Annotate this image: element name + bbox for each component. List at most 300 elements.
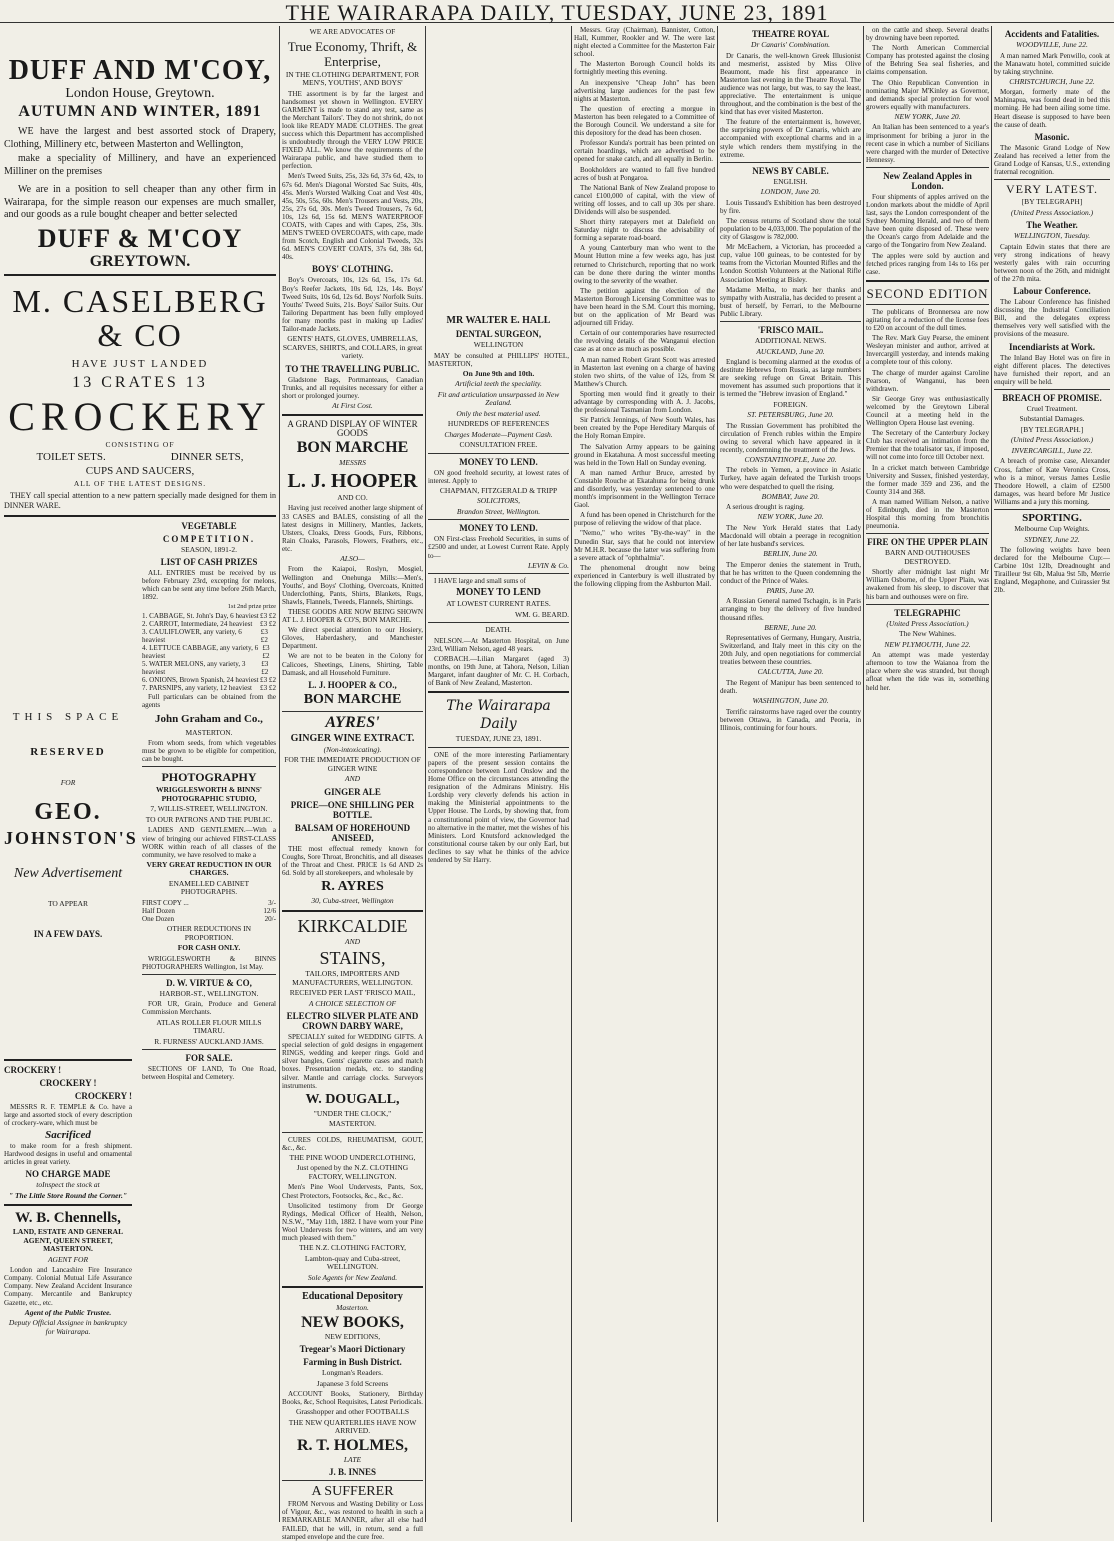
cable-p1: Louis Tussaud's Exhibition has been destroyed by fire. [720, 198, 861, 215]
second-p7: A man named William Nelson, a native of Edinburgh, died in the Masterton Hospital this morning from bronchitis pneumonia. [866, 497, 989, 531]
john-graham-town: MASTERTON. [185, 727, 233, 737]
longman: Longman's Readers. [322, 1368, 383, 1378]
money-to-lend-1: MONEY TO LEND. [459, 456, 538, 467]
column-rule [571, 26, 572, 1522]
apples-para-2: The apples were sold by auction and fetched prices ranging from 14s to 16s per case. [866, 251, 989, 276]
prize-name: 7. PARSNIPS, any variety, 12 heaviest [142, 684, 253, 693]
veg-note: Full particulars can be obtained from the agents [142, 692, 276, 709]
frisco-mail: 'FRISCO MAIL. [757, 325, 824, 336]
deputy-assignee: Deputy Official Assignee in bankruptcy for Wairarapa. [8, 1318, 128, 1336]
sydney: SYDNEY, June 22. [1024, 534, 1080, 544]
bombay: BOMBAY, June 20. [761, 491, 820, 501]
john-graham: John Graham and Co., [155, 712, 263, 725]
c4-p15: The Salvation Army appears to be gaining ground in Ekatahuna. A most successful meeting was held in the Town Hall on Sunday evening. [574, 442, 715, 467]
column-4 [574, 26, 715, 1522]
auckland-date: AUCKLAND, June 20. [756, 346, 825, 356]
dental-surgeon: DENTAL SURGEON, [455, 329, 542, 339]
death-nelson: NELSON.—At Masterton Hospital, on June 23rd, William Nelson, aged 48 years. [428, 636, 569, 653]
wriggles-sign: WRIGGLESWORTH & BINNS PHOTOGRAPHERS Wellington, 1st May. [142, 954, 276, 971]
c4-p9: A young Canterbury man who went to the Mount Hutton mine a few weeks ago, has just returned to Christchurch, reporting that no work can be done there during the winter months owing to the severity of the weather. [574, 244, 715, 285]
advocates: WE ARE ADVOCATES OF [309, 27, 396, 36]
prize-row [142, 684, 276, 692]
pine-sub: Just opened by the N.Z. CLOTHING FACTORY, WELLINGTON. [296, 1163, 409, 1181]
brandon-street: Brandon Street, Wellington. [456, 506, 541, 516]
incendiarists: Incendiarists at Work. [1008, 341, 1096, 352]
column-2 [282, 26, 423, 1541]
nzcf: THE N.Z. CLOTHING FACTORY, [298, 1243, 407, 1253]
atlas-mills: ATLAS ROLLER FLOUR MILLS TIMARU. [156, 1017, 262, 1035]
agent-for: AGENT FOR [47, 1254, 89, 1264]
duff-address: London House, Greytown. [65, 86, 215, 101]
hooper-and-co: AND CO. [337, 492, 368, 502]
second-p3: The charge of murder against Caroline Pearson, of Wanganui, has been withdrawn. [866, 368, 989, 393]
wash-para: Terrific rainstorms have raged over the country between Ottawa, in Canada, and Peoria, in Illinois, continuing for four hours. [720, 707, 861, 732]
virtue-sub: HARBOR-ST., WELLINGTON. [159, 988, 259, 998]
c4-p1: Messrs. Gray (Chairman), Bannister, Cotton, Hall, Kummer, Rookler and W. The were last night elected a Committee for the Masterton Fair school. [574, 26, 715, 59]
tregear: Tregear's Maori Dictionary [299, 1344, 406, 1355]
column-rule [279, 26, 280, 1522]
references: HUNDREDS OF REFERENCES [447, 419, 550, 429]
wm-beard: WM. G. BEARD. [515, 609, 569, 619]
kirk-sub: TAILORS, IMPORTERS AND MANUFACTURERS, WELLINGTON. [292, 969, 413, 987]
chapman: CHAPMAN, FITZGERALD & TRIPP [439, 485, 558, 495]
melbourne-cup: Melbourne Cup Weights. [1014, 524, 1090, 533]
second-p6: In a cricket match between Cambridge University and Sussex, finished yesterday, the former made 359 and 236, and the County 314 and 368. [866, 463, 989, 496]
barn-destroyed: BARN AND OUTHOUSES DESTROYED. [884, 548, 970, 566]
balsam: BALSAM OF HOREHOUND ANISEED, [294, 822, 411, 843]
dental-wellington: WELLINGTON [473, 340, 524, 349]
geo-label: GEO. [34, 799, 102, 826]
bombay-para: A serious drought is raging. [726, 503, 805, 512]
mantles-para: We are not to be beaten in the Colony for Calicoes, Sheetings, Linens, Shirting, Table Damask, and all Household Furniture. [282, 652, 423, 677]
caselberg-crates: 13 CRATES 13 [72, 373, 208, 391]
few-days: IN A FEW DAYS. [33, 928, 103, 939]
half-dozen: Half Dozen [142, 906, 175, 915]
consultation-free: CONSULTATION FREE. [459, 440, 538, 450]
c4-p18: "Nemo," who writes "By-the-way" in the Dunedin Star, says that he could not interview Mr M.H.R. because the latter was suffering from a severe attack of "ophthalmia". [574, 529, 715, 562]
virtue-para: FOR UR, Grain, Produce and General Commission Merchants. [142, 1000, 276, 1017]
c6-ny: NEW YORK, June 20. [894, 111, 961, 121]
second-p5: The Secretary of the Canterbury Jockey Club has received an intimation from the Premier that the totalisator tax, if imposed, will not come into force till October next. [866, 429, 989, 462]
consulted: MAY be consulted at PHILLIPS' HOTEL, MASTERTON, [428, 351, 569, 368]
mens-lines: Men's Tweed Suits, 25s, 32s 6d, 37s 6d, 42s, to 67s 6d. Men's Diagonal Worsted Sac Suits, 40s, 45s. Men's Worsted Walking Coat and Vest 40s, 45s, 50s, 55s, 60s. Men's Trousers and Vests, 20s, 25s, 27s 6d, 30s. Men's Tweed Trousers, 7s 6d, 10s, 12s 6d, 15s 6d. MEN'S WATERPROOF COATS, with Capes and with Capes, 25s, 30s. MEN'S TWEED OVERCOATS, with cape, made from Scotch, English and Colonial Tweeds, 32s 6d. MEN'S COVERT COATS, 37s 6d, 38s 6d, 40s. [282, 172, 423, 262]
caselberg-para: THEY call special attention to a new pattern specially made designed for them in DINNER WARE. [4, 490, 276, 510]
column-1 [4, 26, 276, 1522]
sporting: SPORTING. [1022, 512, 1082, 524]
cash-only: FOR CASH ONLY. [177, 943, 241, 953]
by-telegraph-2: [BY TELEGRAPH.] [1020, 424, 1084, 434]
sufferer: A SUFFERER [311, 1484, 394, 1500]
second-p2: The Rev. Mark Guy Pearse, the eminent Wesleyan minister and author, arrived at Invercargill yesterday, and intends making a complete tour of this colony. [866, 334, 989, 367]
ladies-para: LADIES AND GENTLEMEN.—With a view of bringing our achieved FIRST-CLASS WORK within reach of all classes of the community, we have resolved to make a [142, 826, 276, 859]
price-dozen: 20/- [264, 915, 276, 924]
money-para-3: I HAVE large and small sums of [434, 577, 526, 586]
weather-wellington: WELLINGTON, Tuesday. [1013, 231, 1091, 241]
prize-values: £3 £2 [260, 676, 276, 685]
breach-para: A breach of promise case, Alexander Cross, father of Kate Veronica Cross, who is a minor, versus James Leslie Theodore Howell, a claim of £2500 damages, was heard before Mr Justice Williams and a jury this morning. [994, 457, 1110, 506]
fire-upper-plain: FIRE ON THE UPPER PLAIN [867, 537, 988, 548]
second-p4: Sir George Grey was enthusiastically welcomed by the Greytown Liberal Council at a meeting held in the Wellington Opera House last evening. [866, 394, 989, 428]
const-para: The rebels in Yemen, a province in Asiatic Turkey, have again defeated the Turkish troops who were despatched to quell the rising. [720, 466, 861, 491]
duff-para-2: make a speciality of Millinery, and have an experienced Milliner on the premises [4, 153, 276, 177]
fit-articulation: Fit and articulation unsurpassed in New Zealand. [437, 389, 560, 408]
prize-list [142, 612, 276, 693]
holmes: R. T. HOLMES, [297, 1436, 408, 1454]
berne-para: Representatives of Germany, Hungary, Austria, Switzerland, and Italy meet in this city on the 20th July, and open negotiations for commercial treaties between these countries. [720, 634, 861, 667]
duff-para-3: We are in a position to sell cheaper than any other firm in Wairarapa, for the simple reason our expenses are much smaller, and our goods as a rule bought cheaper and better selected [4, 184, 276, 220]
new-books: NEW BOOKS, [301, 1313, 404, 1331]
best-material: Only the best material used. [456, 408, 541, 418]
prize-row [142, 620, 276, 628]
veg-title: VEGETABLE [181, 520, 237, 531]
masthead: THE WAIRARAPA DAILY, TUESDAY, JUNE 23, 1891 [0, 0, 1114, 23]
c4-p14: Sir Patrick Jennings, of New South Wales, has been created by the Pope Hereditary Marquis of the Holy Roman Empire. [574, 416, 715, 441]
electro-para: SPECIALLY suited for WEDDING GIFTS. A special selection of gold designs in engagement RINGS, wedding and keeper rings. Gold and silver bangles, Gents' cigarette cases and match boxes. Presentation medals, etc. to standing silver. Mantle and carriage clocks. Surveyors instruments. [282, 1033, 423, 1090]
one-dozen: One Dozen [142, 915, 175, 924]
grand-display: A GRAND DISPLAY OF WINTER GOODS [287, 419, 418, 438]
c6-p3: The Ohio Republican Convention in nominating Major M'Kinley as Governor, and demands special protection for wool growers equally with manufacturers. [866, 78, 989, 111]
cash-prizes: LIST OF CASH PRIZES [160, 557, 258, 568]
and-label: AND [345, 774, 360, 784]
sections-para: SECTIONS OF LAND, To One Road, between Hospital and Cemetery. [142, 1065, 276, 1082]
news-by-cable: NEWS BY CABLE. [752, 165, 829, 176]
paris-para: A Russian General named Tschagin, is in Paris arranging to buy the delivery of five hundred thousand rifles. [720, 597, 861, 622]
clothing-dept: IN THE CLOTHING DEPARTMENT, FOR MEN'S, YOUTHS', AND BOYS' [285, 69, 420, 87]
veg-note-2: From whom seeds, from which vegetables must be grown to be eligible for competition, can be bought. [142, 739, 276, 764]
c4-p2: The Masterton Borough Council holds its fortnightly meeting this evening. [574, 60, 715, 77]
money-to-lend-2: MONEY TO LEND. [459, 523, 538, 534]
non-intoxicating: (Non-intoxicating). [323, 744, 382, 754]
reserved: RESERVED [30, 745, 106, 758]
bon-marche: BON MARCHE [296, 439, 409, 457]
cures-colds: CURES COLDS, RHEUMATISM, GOUT, &c., &c. [282, 1135, 423, 1152]
clothing-para: THE assortment is by far the largest and handsomest yet shown in Wellington. EVERY GARMENT is made to stand any test, same as the Merchant Tailors'. They do not shrink, do not look like READY MADE CLOTHES. The great success which this Department has accomplished is undoubtedly through the VERY LOW PRICE FIXED ALL. We know the requirements of the Wairarapa public, and have studied them to perfection. [282, 89, 423, 171]
column-3 [428, 26, 569, 1522]
toilet-sets: TOILET SETS. [36, 451, 106, 463]
veg-season: SEASON, 1891-2. [180, 544, 238, 554]
editorial: ONE of the more interesting Parliamentary papers of the present session contains the correspondence between Lord Onslow and the Home Office on the circumstances attending the resignation of the Admirans Ministry. His Lordship very cleverly defends his action in making the Ministerial appointments to the Upper House. The Lords, by showing that, from a constitutional point of view, the Governor had no alternative in the matter, met the wishes of his Ministers. Lord Knutsford acknowledged the constitutional course taken by our only Earl, but declines to say what he thinks of the advice tendered by Sir Harry. [428, 750, 569, 865]
price-one-shilling: PRICE—ONE SHILLING PER BOTTLE. [290, 799, 415, 820]
johnston-label: JOHNSTON'S [4, 828, 138, 849]
also: ALSO— [340, 553, 365, 563]
educ-masterton: Masterton. [336, 1303, 369, 1313]
column-6 [866, 26, 989, 1522]
masonic: Masonic. [1034, 131, 1070, 142]
r-ayres: R. AYRES [321, 879, 384, 895]
little-store: " The Little Store Round the Corner." [8, 1190, 128, 1200]
other-reductions: OTHER REDUCTIONS IN PROPORTION. [166, 924, 252, 942]
column-rule [991, 26, 992, 1522]
prize-row [142, 676, 276, 684]
three-para: THESE GOODS ARE NOW BEING SHOWN AT L. J. HOOPER & CO'S, BON MARCHE. [282, 607, 423, 625]
messrs: MESSRS [339, 458, 366, 468]
chch-para: Morgan, formerly mate of the Mahinapua, was found dead in bed this morning. He had been ailing some time. Heart disease is supposed to have been the cause of death. [994, 88, 1110, 129]
money-to-lend-3: MONEY TO LEND [456, 587, 541, 599]
fire-para: Shortly after midnight last night Mr William Osborne, of the Upper Plain, was awakened from his sleep, to discover that his barn and outhouses were on fire. [866, 568, 989, 601]
weather-para: Captain Edwin states that there are very strong indications of heavy westerly gales with rain occurring between noon of the 26th, and midnight of the 27th mita. [994, 242, 1110, 283]
balsam-para: THE most effectual remedy known for Coughs, Sore Throat, Bronchitis, and all diseases of the Throat and Chest. PRICE 1s 6d AND 2s 6d. Sold by all storekeepers, and wholesale by [282, 844, 423, 877]
prize-row [142, 612, 276, 620]
new-editions: NEW EDITIONS, [324, 1331, 381, 1341]
new-york: NEW YORK, June 20. [757, 512, 824, 522]
new-advertisement: New Advertisement [13, 866, 123, 882]
photography: PHOTOGRAPHY [161, 770, 257, 785]
c6-p1: on the cattle and sheep. Several deaths by drowning have been reported. [866, 26, 989, 43]
c4-p10: The petition against the election of the Masterton Borough Licensing Committee was to have been heard in the S.M. Court this morning, but on the application of Mr Beard was adjourned till Friday. [574, 286, 715, 328]
foreign: FOREIGN. [773, 399, 808, 409]
weather: The Weather. [1026, 220, 1078, 231]
labour-para: The Labour Conference has finished discussing the Industrial Conciliation Bill, and the delegates express themselves very well satisfied with the provisions of the measure. [994, 298, 1110, 339]
sacrificed: Sacrificed [45, 1128, 91, 1141]
c4-p13: Sporting men would find it greatly to their advantage by corresponding with A. J. Jacobs, the professional Tasmanian from London. [574, 389, 715, 415]
new-wahines: The New Wahines. [899, 629, 956, 639]
ny-para: The New York Herald states that Lady Macdonald will obtain a peerage in recognition of her late husband's services. [720, 523, 861, 548]
crockery-2c: CROCKERY ! [74, 1090, 132, 1101]
apples-para: Four shipments of apples arrived on the London markets about the middle of April last, says the London correspondent of the Sydney Morning Herald, and two of them have been quite disposed of. These were the Ocean's cargo from Adelaide and the cargo of the Tongariro from New Zealand. [866, 192, 989, 250]
latest-designs: ALL OF THE LATEST DESIGNS. [73, 479, 207, 489]
column-7 [994, 26, 1110, 1522]
accidents: Accidents and Fatalities. [1004, 29, 1100, 39]
sufferer-para: FROM Nervous and Wasting Debility or Loss of Vigour, &c., was restored to health in such a REMARKABLE MANNER, after all else had FAILED, that he will, in return, send a full stamped envelope and the cure free. [282, 1500, 423, 1541]
column-rule [425, 26, 426, 1522]
masonic-para: The Masonic Grand Lodge of New Zealand has received a letter from the Grand Lodge of Kansas, U.S., extending fraternal recognition. [994, 143, 1110, 177]
chennells-agencies: London and Lancashire Fire Insurance Company. Colonial Mutual Life Assurance Company. New Zealand Accident Insurance Company. Mercantile and Bankruptcy Gazette, etc., etc. [4, 1266, 132, 1307]
woodville: WOODVILLE, June 22. [1016, 40, 1088, 49]
cup-para: The following weights have been declared for the Melbourne Cup:—Carbine 10st 12lb, Dreadnought and Tirailleur 9st 6lb, Malua 9st 5lb, Merrie England, Megaphone, and Cuirassier 9st 2lb. [994, 546, 1110, 595]
crockery-heading: CROCKERY [8, 393, 272, 439]
plymouth: NEW PLYMOUTH, June 22. [884, 639, 971, 649]
stains: STAINS, [319, 948, 386, 969]
berne: BERNE, June 20. [764, 622, 817, 632]
chennells-sub: LAND, ESTATE AND GENERAL AGENT, QUEEN STREET, MASTERTON. [12, 1227, 124, 1254]
money-para-2: ON First-class Freehold Securities, in sums of £2500 and under, at Lowest Current Rate. Apply to— [428, 535, 569, 560]
bon-marche-2: BON MARCHE [303, 691, 402, 707]
additional-news: ADDITIONAL NEWS. [754, 336, 827, 346]
duff-signature: DUFF & M'COY [37, 223, 243, 253]
at-first-cost: At First Cost. [332, 400, 373, 410]
canaris-combination: Dr Canaris' Combination. [751, 40, 830, 49]
cups-saucers: CUPS AND SAUCERS, [85, 465, 195, 478]
c4-p7: The National Bank of New Zealand propose to cancel £100,000 of capital, with the view of writing off losses, and to call up 30s per share. Dividends will also be suspended. [574, 183, 715, 216]
telegraphic: TELEGRAPHIC [894, 607, 961, 618]
c4-p17: A fund has been opened in Christchurch for the purpose of relieving the widow of that place. [574, 511, 715, 528]
column-5 [720, 26, 861, 1522]
under-clock: "UNDER THE CLOCK," [313, 1108, 392, 1118]
breach-promise: BREACH OF PROMISE. [1002, 392, 1102, 403]
duff-para-1: WE have the largest and best assorted stock of Drapery, Clothing, Millinery etc, between Masterton and Wellington, [4, 126, 276, 150]
charges-moderate: Charges Moderate—Payment Cash. [444, 429, 553, 439]
ginger-wine: GINGER WINE EXTRACT. [290, 732, 415, 744]
no-charge: NO CHARGE MADE [25, 1169, 111, 1180]
theatre-para: Dr Canaris, the well-known Greek Illusionist and mesmerist, assisted by Miss Olive Beaumont, made his first appearance in Masterton last evening in the Theatre Royal. The audience was not large, but was, to say the least, appreciative. The entertainment is unique throughout, and the combination is the best of the kind that has ever visited Masterton. [720, 51, 861, 117]
lowest-rates: AT LOWEST CURRENT RATES. [446, 599, 551, 609]
display-para: Having just received another large shipment of 33 CASES and BALES, consisting of all the latest designs in Millinery, Mantles, Jackets, Ulsters, Cloaks, Dress Goods, Furs, Ribbons, Rain Cloaks, Parasols, Flowers, Feathers, etc., etc. [282, 504, 423, 553]
willis-street: 7, WILLIS-STREET, WELLINGTON. [150, 804, 268, 814]
london-date: LONDON, June 20. [760, 187, 821, 197]
kirkcaldie: KIRKCALDIE [297, 915, 408, 936]
dinner-sets: DINNER SETS, [170, 451, 244, 463]
c4-p6: Bookholders are wanted to fall five hundred acres of bush at Pongaroa. [574, 165, 715, 182]
cable-p3: Mr McEachern, a Victorian, has proceeded a cup, value 100 guineas, to be contested for by teams from the Victorian Mounted Rifles and the London Scottish Volunteers at the National Rifle Association Meeting at Bisley. [720, 243, 861, 284]
travelling-title: TO THE TRAVELLING PUBLIC. [285, 363, 420, 374]
levin: LEVIN & Co. [527, 560, 569, 570]
constantinople: CONSTANTINOPLE, June 20. [744, 454, 837, 464]
calcutta: CALCUTTA, June 20. [757, 667, 824, 677]
c4-p5: Professor Kunda's portrait has been printed on certain hoardings, which are advertised to be opened for snake catch, and all equally in Berlin. [574, 139, 715, 164]
column-rule [863, 26, 864, 1522]
artificial-teeth: Artificial teeth the speciality. [455, 379, 542, 389]
paper-date: TUESDAY, JUNE 23, 1891. [455, 734, 542, 744]
dougall-address: MASTERTON. [328, 1119, 377, 1129]
cruel-treatment: Cruel Treatment. [1026, 403, 1078, 413]
caselberg-subtitle: HAVE JUST LANDED [71, 357, 209, 370]
prize-values: £3 £2 [260, 611, 276, 620]
consisting-of: CONSISTING OF [105, 439, 175, 449]
public-trustee: Agent of the Public Trustee. [24, 1307, 112, 1317]
walter-hall: MR WALTER E. HALL [446, 315, 551, 326]
ua-2: (United Press Association.) [1010, 435, 1094, 445]
nzcf-sub: Lambton-quay and Cuba-street, WELLINGTON. [304, 1253, 401, 1272]
for-label: FOR [60, 777, 76, 787]
hooper-2: L. J. HOOPER & CO., [308, 679, 397, 690]
christchurch: CHRISTCHURCH, June 22. [1009, 76, 1095, 86]
enamelled: ENAMELLED CABINET PHOTOGRAPHS. [168, 878, 250, 897]
for-sale: FOR SALE. [185, 1053, 233, 1063]
prize-values: £3 £2 [260, 684, 276, 693]
this-space: THIS SPACE [12, 710, 124, 723]
prize-header: 1st 2nd prize prize [227, 603, 276, 611]
price-first: 3/- [268, 898, 276, 907]
crockery-2b: CROCKERY ! [39, 1077, 97, 1088]
c4-p16: A man named Arthur Bruce, arrested by Constable Rouche at Ekatahuna for being drunk and disorderly, was yesterday sentenced to one month's imprisonment in the Wellington Terrace Gaol. [574, 468, 715, 510]
cable-p2: The census returns of Scotland show the total population to be 4,033,000. The population of the city of Glasgow is 782,000. [720, 216, 861, 242]
ayres-address: 30, Cuba-street, Wellington [311, 896, 394, 906]
c4-p19: The phenomenal drought now being experienced in Canterbury is well illustrated by the following clipping from the Ashburton Mail. [574, 563, 715, 588]
virtue-title: D. W. VIRTUE & CO, [166, 977, 252, 988]
english: ENGLISH. [773, 176, 808, 186]
nz-apples: New Zealand Apples in London. [883, 170, 972, 191]
innes: J. B. INNES [328, 1467, 376, 1478]
ua-3: (United Press Association.) [886, 618, 969, 628]
c6-p2: The North American Commercial Company has protested against the closing of the Behring Sea seal fisheries, and claims compensation. [866, 44, 989, 77]
also-para: From the Kaiapoi, Roslyn, Mosgiel, Wellington and Onehunga Mills:—Men's, Youths', and Boys' Clothing, Overcoats, Knitted Underclothing, Pants, Shirts, Blankets, Rugs, Shawls, Flannels, Tweeds, Flannels, Shirtings. [282, 565, 423, 606]
c6-ny-para: An Italian has been sentenced to a year's imprisonment for bribing a juror in the recent case in which a number of Sicilians were charged with the murder of Detective Hennessy. [866, 123, 989, 164]
ginger-ale: GINGER ALE [324, 786, 381, 797]
prize-values: £3 £2 [261, 660, 269, 677]
farming: Farming in Bush District. [303, 1357, 402, 1368]
death-corbach: CORBACH.—Lilian Margaret (aged 3) months, on 19th June, at Tahora, Nelson, Lilian Margaret, infant daughter of Mr. C. H. Corbach, of Bank of New Zealand, Masterton. [428, 654, 569, 688]
hooper-name: L. J. HOOPER [287, 469, 418, 492]
price-half: 12/6 [263, 906, 276, 915]
death-heading: DEATH. [485, 625, 512, 635]
very-latest: VERY LATEST. [1006, 182, 1098, 197]
chennells-title: W. B. Chennells, [15, 1210, 121, 1227]
temple-para: MESSRS R. F. TEMPLE & Co. have a large and assorted stock of every description of crockery-ware, which must be [4, 1102, 132, 1127]
frisco-para: England is becoming alarmed at the exodus of destitute Hebrews from Russia, as large numbers are seeking refuge on Great Britain. This movement has assumed such proportions that it is termed the "Hebrew invasion of England." [720, 358, 861, 399]
accidents-para: A man named Mark Penwillo, cook at the Manawatu hotel, committed suicide by taking strychnine. [994, 51, 1110, 76]
prize-row [142, 660, 276, 676]
paper-title: The Wairarapa Daily [446, 698, 551, 733]
reduction: VERY GREAT REDUCTION IN OUR CHARGES. [146, 859, 272, 878]
prize-name: 1. CABBAGE, St. John's Day, 6 heaviest [142, 611, 259, 620]
frisco-received: RECEIVED PER LAST 'FRISCO MAIL, [289, 988, 416, 998]
money-para-1: ON good freehold security, at lowest rates of interest. Apply to [428, 468, 569, 485]
foreign-para: The Russian Government has prohibited the circulation of French rubles within the Empire owing to several which have appeared in it recently, condemning the treatment of the Jews. [720, 421, 861, 454]
true-economy: True Economy, Thrift, & Enterprise, [287, 38, 418, 69]
late: LATE [343, 1454, 362, 1464]
theatre-royal: THEATRE ROYAL [751, 29, 830, 39]
prize-name: 3. CAULIFLOWER, any variety, 6 heaviest [142, 627, 242, 644]
duff-title: DUFF AND M'COY, [8, 55, 272, 86]
educ-depository: Educational Depository [302, 1291, 403, 1303]
prize-row [142, 644, 276, 660]
crockery-2a: CROCKERY ! [4, 1064, 62, 1075]
patrons: TO OUR PATRONS AND THE PUBLIC. [145, 814, 273, 824]
paris: PARIS, June 20. [766, 585, 815, 595]
travelling-para: Gladstone Bags, Portmanteaus, Canadian Trunks, and all requisites necessary for either a short or prolonged journey. [282, 375, 423, 400]
second-p1: The publicans of Bronnersea are now agitating for a reduction of the license fees to £20 on account of the dull times. [866, 307, 989, 333]
duff-town: GREYTOWN. [89, 252, 191, 270]
column-rule [717, 26, 718, 1522]
electro-plate: ELECTRO SILVER PLATE AND CROWN DARBY WARE, [286, 1011, 419, 1032]
pine-para: Men's Pine Wool Undervests, Pants, Sox, Chest Protectors, Footsocks, &c., &c., &c. [282, 1183, 423, 1200]
duff-season: AUTUMN AND WINTER, 1891 [18, 103, 262, 120]
boys-title: BOYS' CLOTHING. [311, 264, 394, 275]
telegraphic-para: An attempt was made yesterday afternoon to tow the Waianoa from the place where she was stranded, but though afloat when the tide was in, something held her. [866, 651, 989, 692]
berlin-para: The Emperor denies the statement in Truth, that he has written to the Queen condemning the conduct of the Prince of Wales. [720, 560, 861, 585]
temple-para-2: to make room for a fresh shipment. Hardwood designs in useful and ornamental articles in great variety. [4, 1141, 132, 1167]
c4-p8: Short thirty ratepayers met at Dalefield on Saturday night to discuss the advisability of forming a separate road-board. [574, 218, 715, 243]
pine-wood: THE PINE WOOD UNDERCLOTHING, [289, 1152, 416, 1162]
berlin: BERLIN, June 20. [763, 549, 818, 559]
ua: (United Press Association.) [1010, 207, 1094, 217]
ayres: AYRES' [325, 713, 380, 731]
first-copy: FIRST COPY ... [142, 898, 189, 907]
sole-agents: Sole Agents for New Zealand. [307, 1272, 398, 1282]
new-quarterlies: THE NEW QUARTERLIES HAVE NOW ARRIVED. [288, 1417, 417, 1436]
testimony: Unsolicited testimony from Dr George Rydings, Medical Officer of Health, Nelson, N.S.W., "May 11th, 1882. I have worn your Pine Wool Undervests for two winters, and am very much pleased with them." [282, 1201, 423, 1242]
furness-jams: R. FURNESS' AUCKLAND JAMS. [154, 1036, 264, 1046]
wriggles-studio: WRIGGLESWORTH & BINNS' PHOTOGRAPHIC STUDIO, [155, 785, 262, 803]
labour-conference: Labour Conference. [1013, 286, 1091, 297]
japanese-screens: Japanese 3 fold Screens [316, 1378, 389, 1388]
prize-row [142, 628, 276, 644]
theatre-para-2: The feature of the entertainment is, however, the surprising powers of Dr Canaris, which are accompanied with exceptional charms and in a style which renders them mystifying in the extreme. [720, 118, 861, 159]
c4-p12: A man named Robert Grant Scott was arrested in Masterton last evening on a charge of having stolen two shirts, of the value of 12s, from St Matthew's Church. [574, 355, 715, 388]
to-appear: TO APPEAR [47, 899, 89, 909]
prize-name: 5. WATER MELONS, any variety, 3 heaviest [142, 660, 246, 677]
inspect: toInspect the stock at [36, 1180, 100, 1190]
consult-dates: On June 9th and 10th. [462, 368, 535, 378]
boys-para: Boy's Overcoats, 10s, 12s 6d, 15s, 17s 6d. Boy's Reefer Jackets, 10s 6d, 12s, 14s. Boys' Tweed Suits, 10s 6d, 12s 6d. Boys' Norfolk Suits. Youths' Tweed Suits, 21s. Boys' Sailor Suits. Our Tailoring Department has been fully employed for many months past in making up Ladies' Tailor-made Jackets. [282, 276, 423, 334]
footballs: Grasshopper and other FOOTBALLS [295, 1407, 410, 1417]
invercargill: INVERCARGILL, June 22. [1011, 445, 1093, 455]
kirk-and: AND [345, 936, 360, 946]
caselberg-title: M. CASELBERG & CO [12, 282, 268, 353]
prize-values: £3 £2 [260, 619, 276, 628]
prize-name: 4. LETTUCE CABBAGE, any variety, 6 heaviest [142, 643, 259, 661]
incendiarists-para: The Inland Bay Hotel was on fire in eight different places. The detectives have furnished their report, and an enquiry will be held. [994, 353, 1110, 386]
gents-hats: GENTS' HATS, GLOVES, UMBRELLAS, SCARVES, SHIRTS, and COLLARS, in great variety. [282, 334, 423, 361]
c4-p11: Certain of our contemporaries have resurrected the revolving details of the Wanganui election case as at once as much as possible. [574, 329, 715, 354]
by-telegraph: [BY TELEGRAPH] [1021, 197, 1083, 207]
cable-p4: Madame Melba, to mark her thanks and sympathy with Australia, has decided to present a bust of herself, by Ferrari, to the Melbourne Public Library. [720, 285, 861, 318]
substantial-damages: Substantial Damages. [1019, 414, 1085, 424]
veg-competition: COMPETITION. [162, 533, 256, 544]
prize-values: £3 £2 [260, 627, 268, 644]
prize-name: 6. ONIONS, Brown Spanish, 24 heaviest [142, 676, 259, 685]
c4-p3: An inexpensive "Cheap John" has been advertising large audiences for the past few nights at Masterton. [574, 78, 715, 103]
